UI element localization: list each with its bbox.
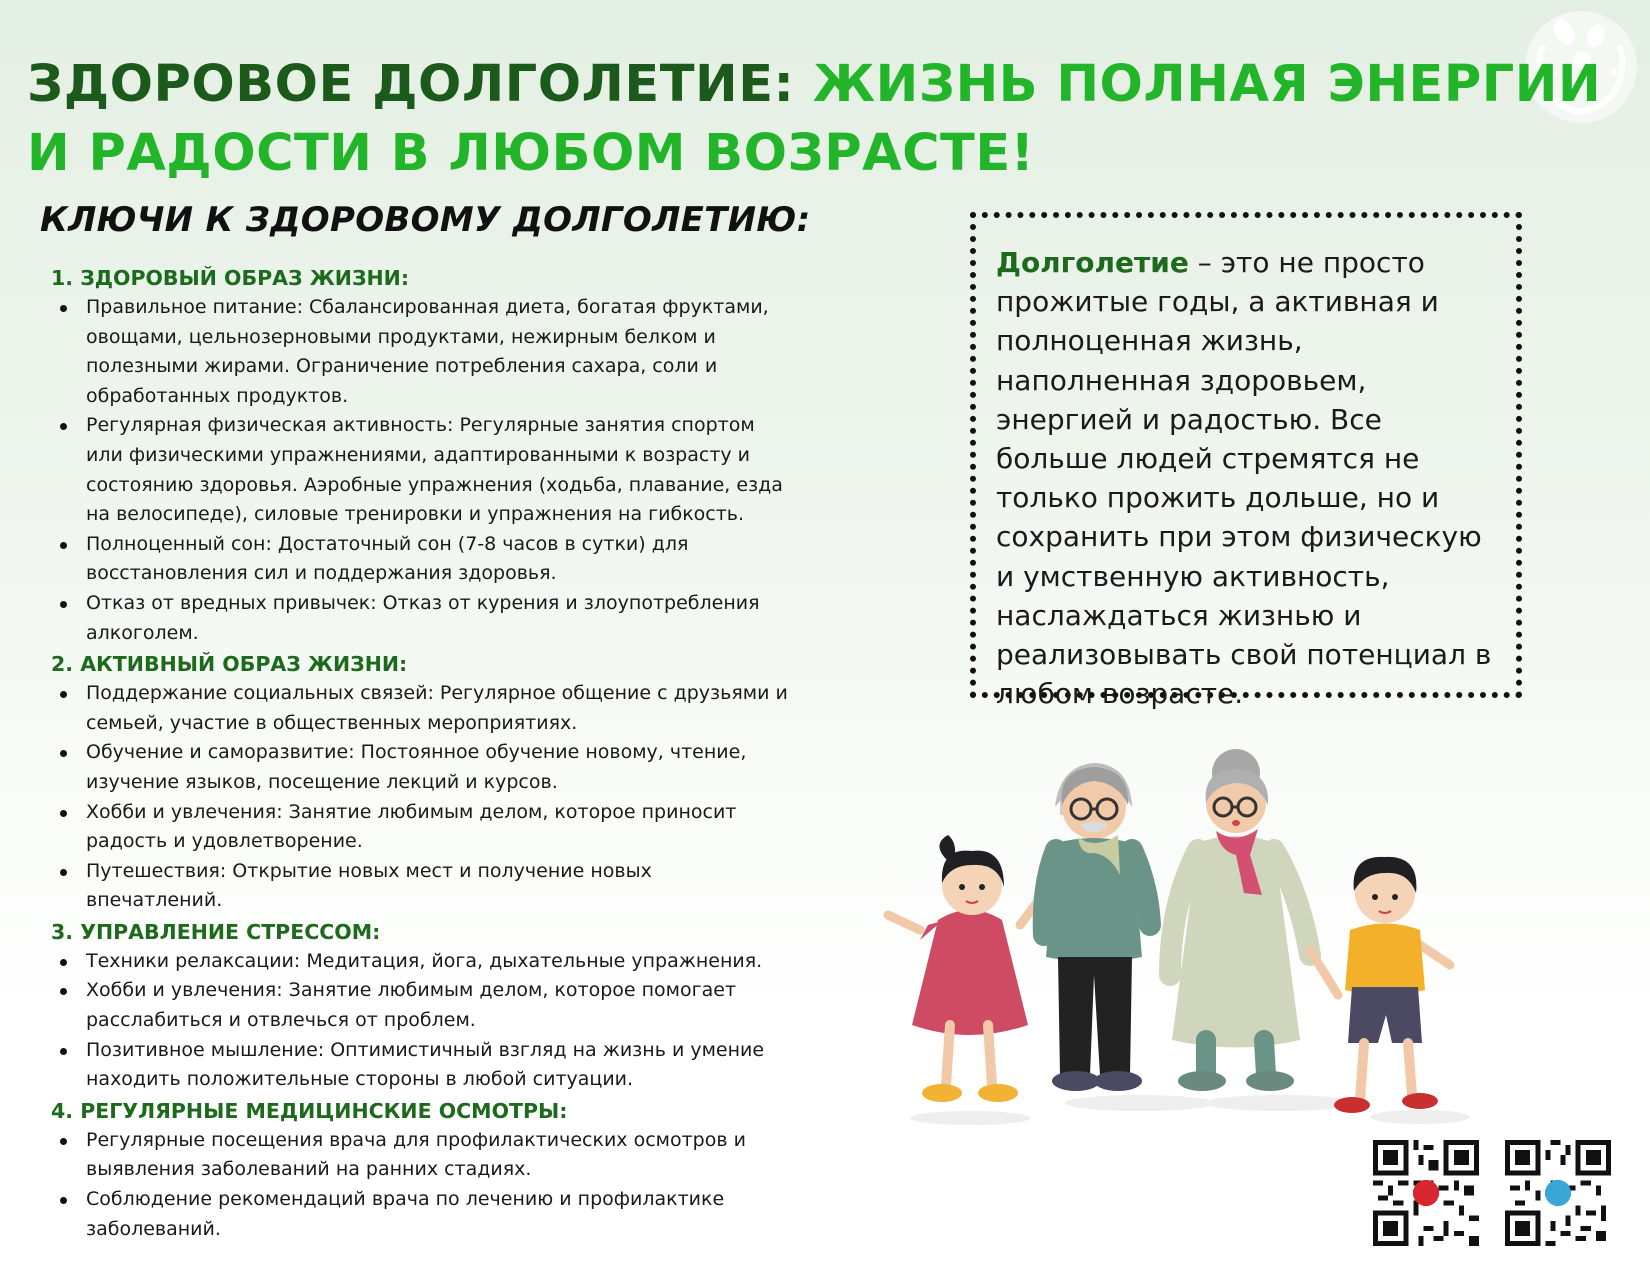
title-part-bright: ЖИЗНЬ ПОЛНАЯ ЭНЕРГИИ <box>812 55 1602 114</box>
title-part-dark: ЗДОРОВОЕ ДОЛГОЛЕТИЕ: <box>27 55 813 114</box>
list-item: Соблюдение рекомендаций врача по лечению и профилактике заболеваний. <box>51 1185 791 1244</box>
section-list <box>51 293 791 648</box>
keys-subtitle: КЛЮЧИ К ЗДОРОВОМУ ДОЛГОЛЕТИЮ: <box>40 200 811 240</box>
list-item: Отказ от вредных привычек: Отказ от курения и злоупотребления алкоголем. <box>51 589 791 648</box>
qr-code-2[interactable] <box>1505 1140 1611 1246</box>
list-item: Правильное питание: Сбалансированная диета, богатая фруктами, овощами, цельнозерновыми продуктами, нежирным белком и полезными жирами. Ограничение потребления сахара, соли и обработанных продуктов. <box>51 293 791 411</box>
section-heading: 4. РЕГУЛЯРНЫЕ МЕДИЦИНСКИЕ ОСМОТРЫ: <box>51 1098 568 1123</box>
section-list <box>51 1126 791 1244</box>
page-title <box>27 50 1601 188</box>
list-item: Регулярные посещения врача для профилактических осмотров и выявления заболеваний на ранних стадиях. <box>51 1126 791 1185</box>
longevity-info-box <box>970 212 1522 711</box>
family-illustration <box>880 725 1520 1145</box>
section-heading: 3. УПРАВЛЕНИЕ СТРЕССОМ: <box>51 919 381 944</box>
list-item: Позитивное мышление: Оптимистичный взгляд на жизнь и умение находить положительные стороны в любой ситуации. <box>51 1036 791 1095</box>
section-heading: 1. ЗДОРОВЫЙ ОБРАЗ ЖИЗНИ: <box>51 266 410 290</box>
list-item: Техники релаксации: Медитация, йога, дыхательные упражнения. <box>51 947 791 977</box>
info-body: – это не просто прожитые годы, а активная и полноценная жизнь, наполненная здоровьем, энергией и радостью. Все больше людей стремятся не только прожить дольше, но и сохранить при этом физическую и умственную активность, наслаждаться жизнью и реализовывать свой потенциал в любом возрасте. <box>996 246 1492 711</box>
section-list <box>51 679 791 916</box>
grandmother-figure <box>1170 749 1310 1091</box>
girl-figure <box>888 835 1050 1102</box>
qr-code-1[interactable] <box>1373 1140 1479 1246</box>
section-heading: 2. АКТИВНЫЙ ОБРАЗ ЖИЗНИ: <box>51 652 408 677</box>
info-lead: Долголетие <box>996 246 1189 279</box>
boy-figure <box>1310 857 1450 1113</box>
list-item: Обучение и саморазвитие: Постоянное обучение новому, чтение, изучение языков, посещение лекций и курсов. <box>51 738 791 797</box>
list-item: Путешествия: Открытие новых мест и получение новых впечатлений. <box>51 857 791 916</box>
list-item: Хобби и увлечения: Занятие любимым делом, которое приносит радость и удовлетворение. <box>51 798 791 857</box>
list-item: Поддержание социальных связей: Регулярное общение с друзьями и семьей, участие в общественных мероприятиях. <box>51 679 791 738</box>
grandfather-figure <box>1044 763 1150 1091</box>
info-text <box>996 243 1496 713</box>
section-list <box>51 947 791 1095</box>
list-item: Полноценный сон: Достаточный сон (7-8 часов в сутки) для восстановления сил и поддержания здоровья. <box>51 530 791 589</box>
list-item: Хобби и увлечения: Занятие любимым делом, которое помогает расслабиться и отвлечься от проблем. <box>51 976 791 1035</box>
keys-content <box>51 264 791 1246</box>
title-line-2: И РАДОСТИ В ЛЮБОМ ВОЗРАСТЕ! <box>27 124 1035 183</box>
list-item: Регулярная физическая активность: Регулярные занятия спортом или физическими упражнениями, адаптированными к возрасту и состоянию здоровья. Аэробные упражнения (ходьба, плавание, езда на велосипеде), силовые тренировки и упражнения на гибкость. <box>51 411 791 529</box>
